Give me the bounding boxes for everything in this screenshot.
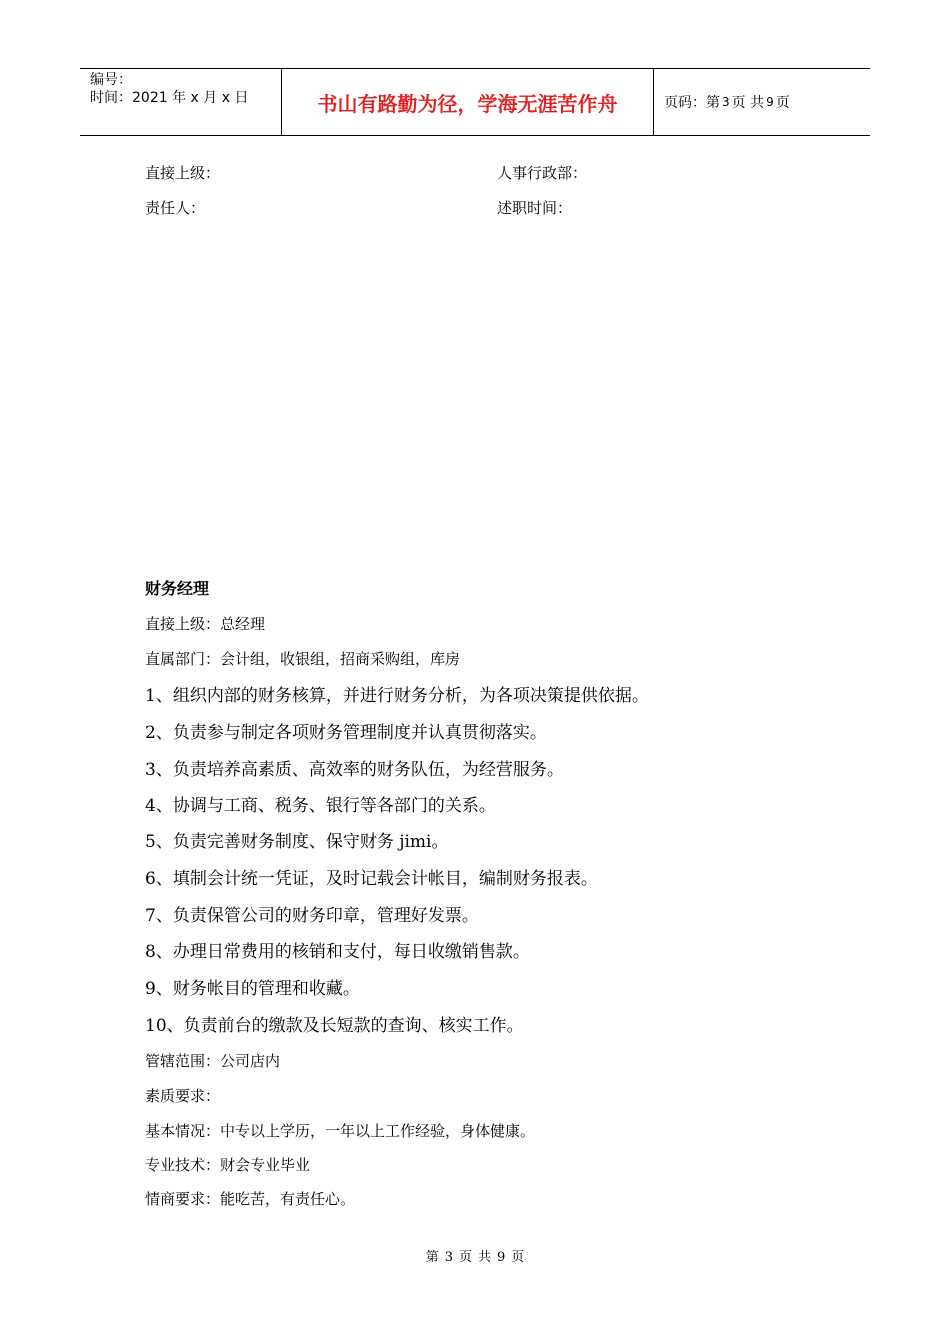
hr-admin-signature: 人事行政部： xyxy=(497,164,588,182)
quality-label: 素质要求： xyxy=(145,1087,221,1105)
footer-current: 3 xyxy=(444,1250,453,1265)
duty-item: 6、填制会计统一凭证，及时记载会计帐目，编制财务报表。 xyxy=(145,869,598,889)
duty-item: 2、负责参与制定各项财务管理制度并认真贯彻落实。 xyxy=(145,723,547,743)
page-current: 3 xyxy=(722,95,730,109)
page-prefix: 页码：第 xyxy=(664,95,720,111)
duty-item: 9、财务帐目的管理和收藏。 xyxy=(145,979,360,999)
duty-item: 1、组织内部的财务核算，并进行财务分析，为各项决策提供依据。 xyxy=(145,686,649,706)
direct-superior: 直接上级：总经理 xyxy=(145,615,266,633)
duty-item: 3、负责培养高素质、高效率的财务队伍，为经营服务。 xyxy=(145,760,564,780)
skill-requirements: 专业技术：财会专业毕业 xyxy=(145,1156,311,1174)
header-page-number xyxy=(654,69,870,135)
duty-item: 8、办理日常费用的核销和支付，每日收缴销售款。 xyxy=(145,942,530,962)
footer-word: 第 xyxy=(425,1250,439,1265)
document-time-label: 时间：2021 年 x 月 x 日 xyxy=(90,90,249,106)
supervisor-signature: 直接上级： xyxy=(145,164,221,182)
footer-word: 共 xyxy=(478,1250,492,1265)
page-header xyxy=(80,68,870,136)
duty-item: 5、负责完善财务制度、保守财务 jimi。 xyxy=(145,832,449,852)
duty-item: 4、协调与工商、税务、银行等各部门的关系。 xyxy=(145,796,496,816)
departments: 直属部门：会计组，收银组，招商采购组，库房 xyxy=(145,650,461,668)
header-motto: 书山有路勤为径，学海无涯苦作舟 xyxy=(282,69,654,135)
header-info xyxy=(80,69,282,135)
scope: 管辖范围：公司店内 xyxy=(145,1052,281,1070)
responsible-signature: 责任人： xyxy=(145,199,206,217)
basic-requirements: 基本情况：中专以上学历，一年以上工作经验，身体健康。 xyxy=(145,1122,536,1140)
report-time-signature: 述职时间： xyxy=(497,199,573,217)
footer-total: 9 xyxy=(497,1250,506,1265)
footer-word: 页 xyxy=(511,1250,525,1265)
document-number-label: 编号： xyxy=(90,72,132,88)
section-title: 财务经理 xyxy=(145,579,210,598)
eq-requirements: 情商要求：能吃苦，有责任心。 xyxy=(145,1190,356,1208)
page-suffix: 页 xyxy=(775,95,790,111)
duty-item: 10、负责前台的缴款及长短款的查询、核实工作。 xyxy=(145,1016,524,1036)
footer-word: 页 xyxy=(458,1250,472,1265)
page-total: 9 xyxy=(766,95,774,109)
duty-item: 7、负责保管公司的财务印章，管理好发票。 xyxy=(145,906,479,926)
page-mid: 页 共 xyxy=(731,95,765,111)
page-footer xyxy=(0,1246,950,1265)
